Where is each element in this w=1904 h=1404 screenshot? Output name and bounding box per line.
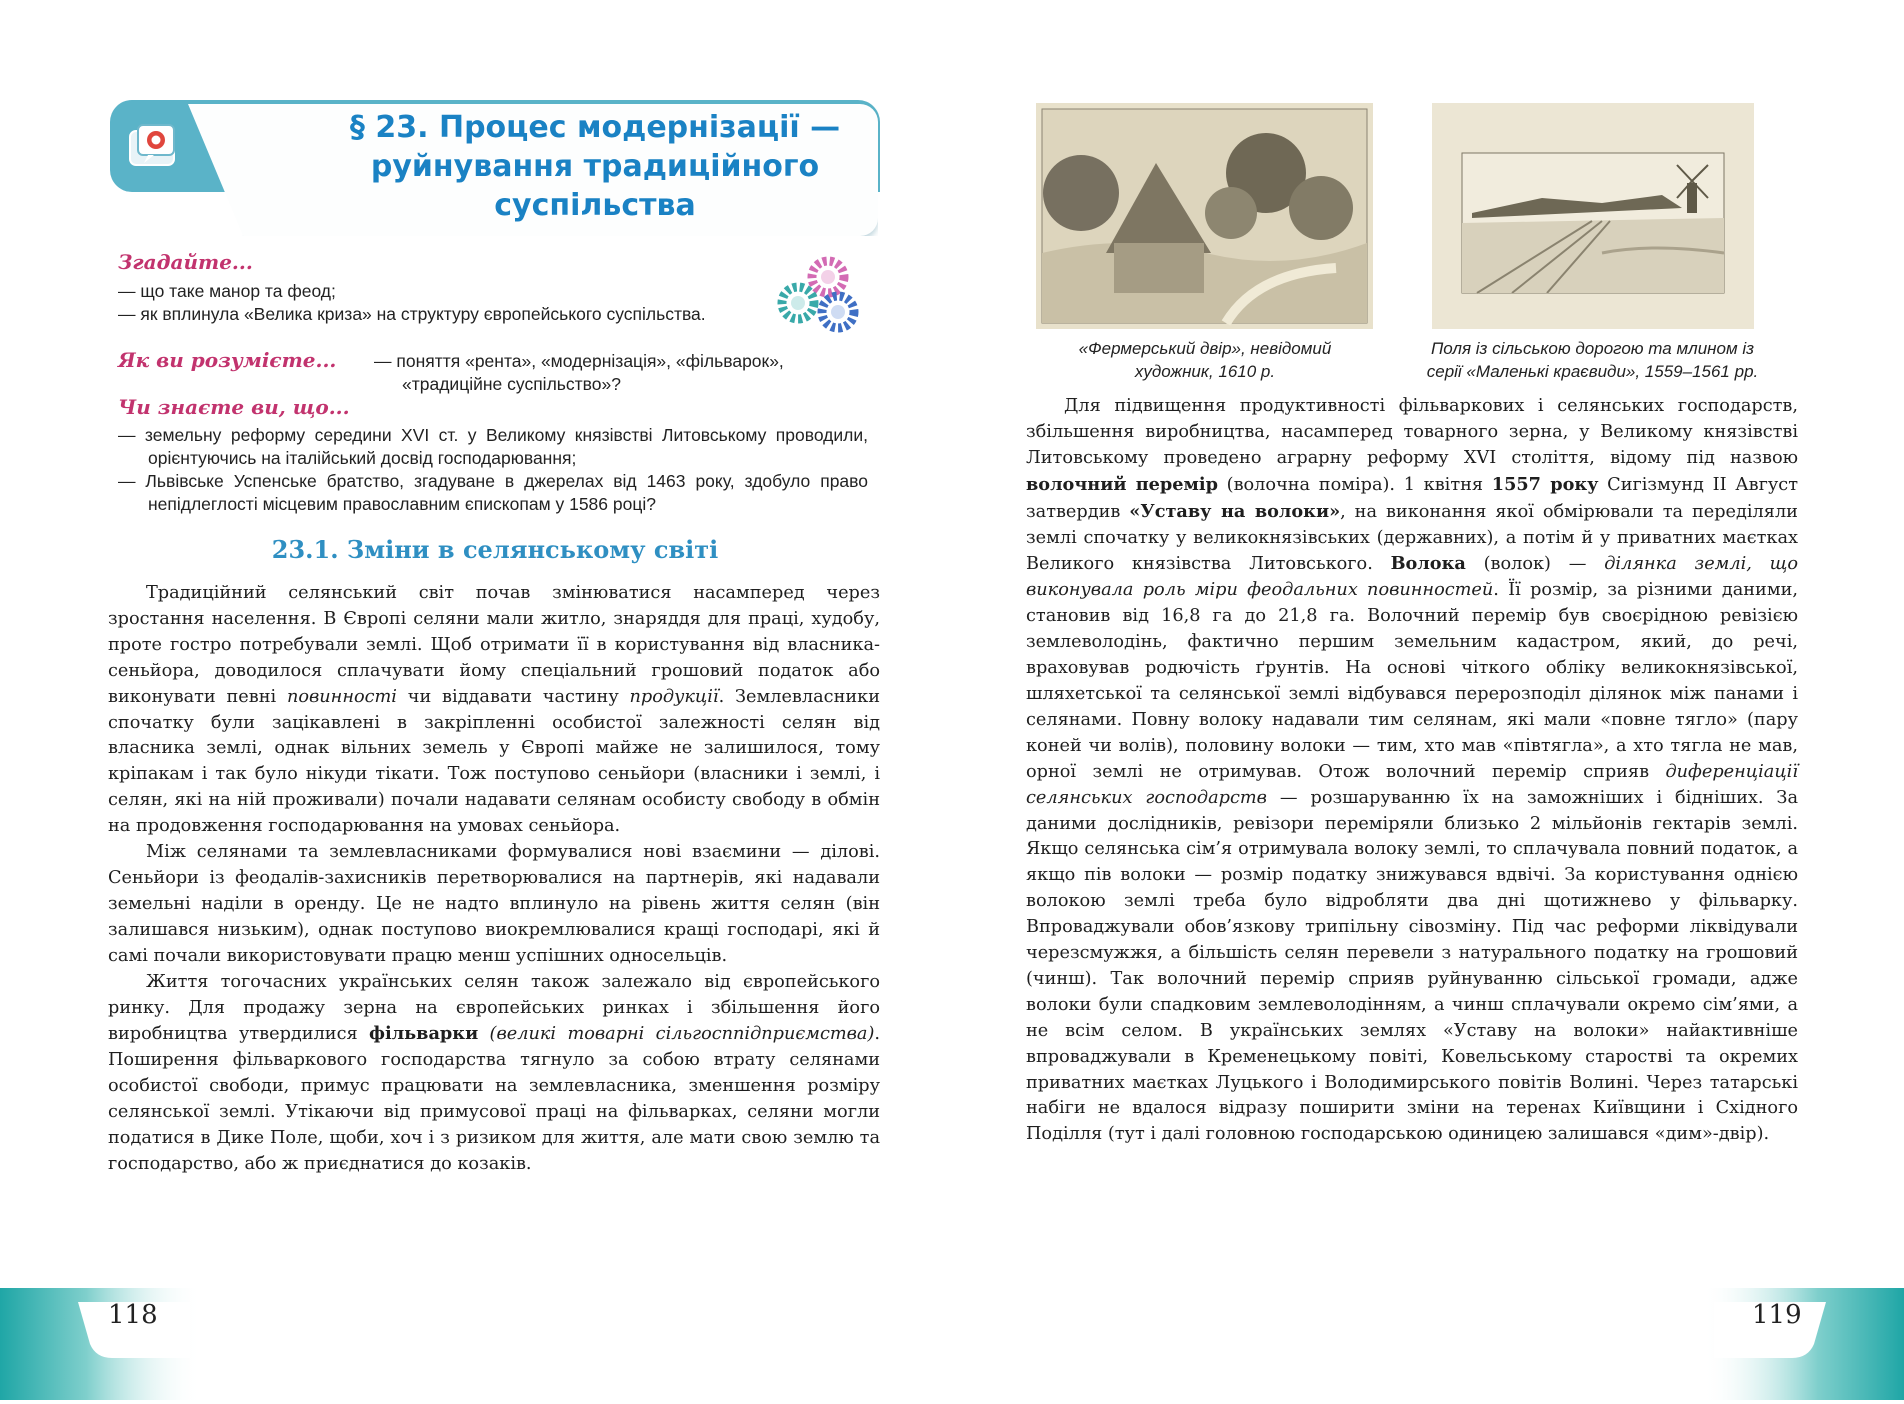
paragraph: Традиційний селянський світ почав змінюватися насамперед через зростання населення. В Європі селяни мали житло, знаряддя для праці, худобу, проте гостро потребували землі. Щоб отримати її в користування від власника-сеньйора, доводилося сплачувати йому спеціальний грошовий податок або виконувати певні повинності чи віддавати частину продукції. Землевласники спочатку були зацікавлені в закріпленні особистої залежності селян від власника землі, однак вільних земель у Європі майже не залишилося, тому кріпакам і так було нікуди тікати. Тож поступово сеньйори (власники і землі, і селян, які на ній проживали) почали надавати селянам особисту свободу в обмін на продовження господарювання на умовах сеньйора. [108,583,880,837]
farmyard-engraving-image [1036,103,1373,329]
lesson-badge-icon [128,123,190,173]
page-title [300,108,890,225]
figure-caption-1: «Фермерський двір», невідомий художник, 1610 р. [1078,339,1332,381]
paragraph: Між селянами та землевласниками формувалися нові взаємини — ділові. Сеньйори із феодалів-захисників перетворювалися на партнерів, які надавали земельні наділи в оренду. Це не надто вплинуло на рівень життя селян (він залишався низьким), однак поступово виокремлювалися кращі господарі, які й самі почали використовувати працю менш успішних односельців. [108,842,880,966]
recall-list [118,280,748,326]
right-body-text [1026,394,1798,1148]
footer-band [0,1288,1904,1400]
know-list [118,424,868,516]
list-item: — що таке манор та феод; [118,281,336,301]
recall-rubric [118,250,253,274]
figure-caption-2: Поля із сільською дорогою та млином із серії «Маленькі краєвиди», 1559–1561 рр. [1426,339,1759,381]
list-item: — як вплинула «Велика криза» на структуру європейського суспільства. [118,304,706,324]
recall-label: Згадайте... [118,250,253,274]
title-line-2: руйнування традиційного [370,149,820,184]
page-number-right: 119 [1752,1300,1802,1330]
understand-line-2: «традиційне суспільство»? [402,374,621,394]
know-label: Чи знаєте ви, що... [118,395,350,419]
understand-label: Як ви розумієте... [118,348,337,372]
title-line-3: суспільства [494,188,696,223]
paragraph: Для підвищення продуктивності фільваркових і селянських господарств, збільшення виробництва, насамперед товарного зерна, у Великому князівстві Литовському проведено аграрну реформу XVI століття, відому під назвою волочний перемір (волочна поміра). 1 квітня 1557 року Сигізмунд II Август затвердив «Уставу на волоки», на виконання якої обмірювали та переділяли землі спочатку у великокнязівських (державних), а потім й у приватних маєтках Великого князівства Литовського. Волока (волок) — ділянка землі, що виконувала роль міри феодальних повинностей. Її розмір, за різними даними, становив від 16,8 га до 21,8 га. Волочний перемір був своєрідною ревізією землеволодінь, фактично першим земельним кадастром, який, до речі, враховував родючість ґрунтів. На основі чіткого обліку великокнязівської, шляхетської та селянської землі відбувався перерозподіл ділянок між панами і селянами. Повну волоку надавали тим селянам, які мали «повне тягло» (пару коней чи волів), половину волоки — тим, хто мав «півтягла», а хто тягла не мав, орної землі не отримував. Отож волочний перемір сприяв диференціації селянських господарств — розшаруванню їх на заможніших і бідніших. За даними дослідників, ревізори переміряли близько 2 мільйонів гектарів землі. Якщо селянська сім’я отримувала волоку землі, то сплачувала повний податок, а якщо пів волоки — розмір податку знижувався вдвічі. За користування однією волокою землі треба було відробляти два дні щотижнево у фільварку. Впроваджували обов’язкову трипільну сівозміну. Під час реформи ліквідували черезсмужжя, а більшість селян перевели з натурального податку на грошовий (чинш). Так волочний перемір сприяв руйнуванню сільської громади, адже волоки були спадковим землеволодінням, а чинш сплачували окремо сім’ями, а не всім селом. В українських землях «Уставу на волоки» найактивніше впроваджували в Кременецькому повіті, Ковельському старостві та окремих приватних маєтках Луцького і Володимирського повітів Волині. Через татарські набіги не вдалося відразу поширити зміни на теренах Київщини і Східного Поділля (тут і далі головною господарською одиницею залишався «дим»-двір). [1026,396,1798,1145]
page-number-left: 118 [108,1300,158,1330]
gears-icon [776,255,868,337]
understand-text [374,350,874,396]
understand-line-1: — поняття «рента», «модернізація», «фільварок», [374,351,784,371]
understand-rubric [118,348,336,372]
left-body-text [108,581,880,1178]
paragraph: Життя тогочасних українських селян також залежало від європейського ринку. Для продажу зерна на європейських ринках і збільшення його виробництва утвердилися фільварки (великі товарні сільгосппідприємства). Поширення фільваркового господарства тягнуло за собою втрату селянами особистої свободи, примус працювати на землевласника, зменшення розміру селянської землі. Утікаючи від примусової праці на фільварках, селяни могли податися в Дике Поле, щоби, хоч і з ризиком для життя, але мати свою землю та господарство, або ж приєднатися до козаків. [108,971,880,1174]
fields-windmill-engraving-image [1432,103,1754,329]
list-item: — земельну реформу середини XVI ст. у Великому князівстві Литовському проводили, орієнтуючись на італійський досвід господарювання; [118,425,868,468]
list-item: — Львівське Успенське братство, згадуване в джерелах від 1463 року, здобуло право непідлеглості місцевим православним єпископам у 1586 році? [118,471,868,514]
title-line-1: § 23. Процес модернізації — [349,110,841,145]
know-rubric [118,395,350,419]
section-title: 23.1. Зміни в селянському світі [271,535,719,564]
